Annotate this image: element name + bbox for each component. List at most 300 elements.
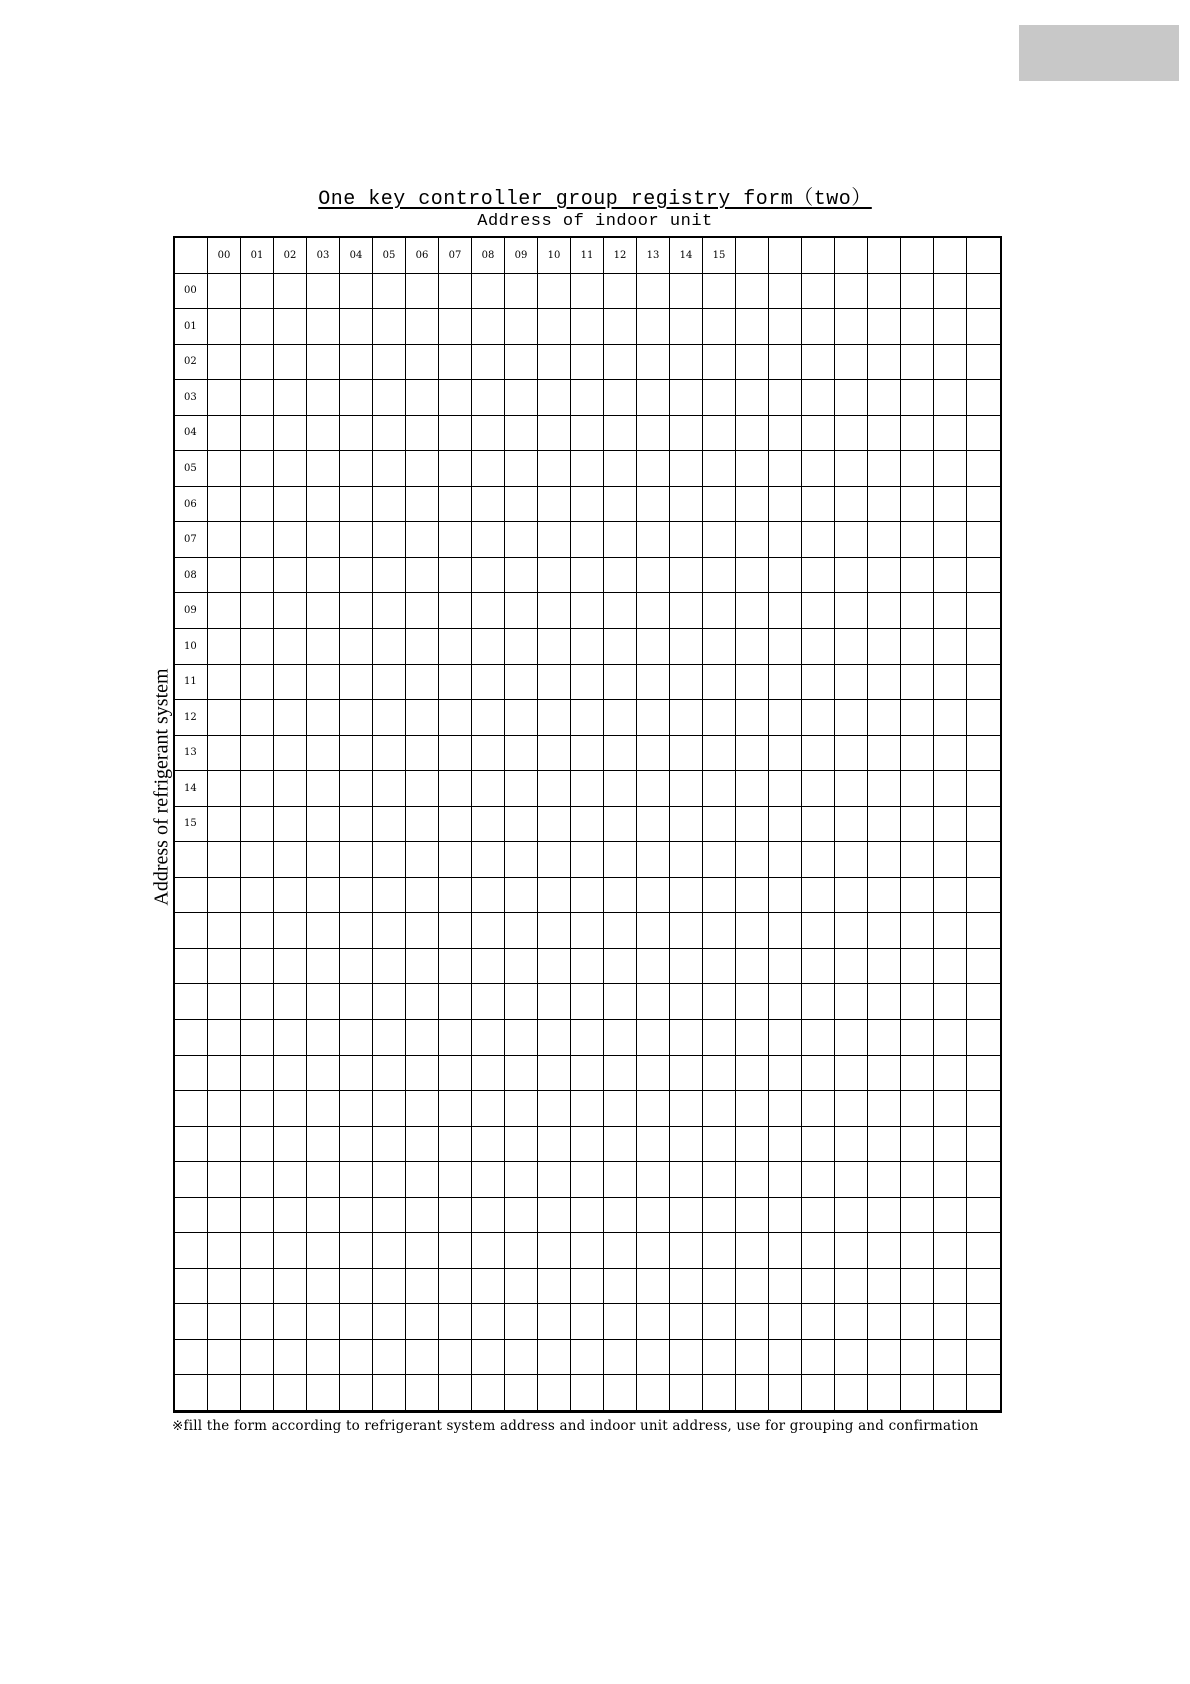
grid-entry-cell[interactable] <box>604 1056 637 1092</box>
grid-entry-cell[interactable] <box>637 700 670 736</box>
grid-entry-cell[interactable] <box>373 842 406 878</box>
grid-entry-cell[interactable] <box>934 416 967 452</box>
grid-entry-cell[interactable] <box>538 1233 571 1269</box>
grid-entry-cell[interactable] <box>538 913 571 949</box>
grid-entry-cell[interactable] <box>901 1056 934 1092</box>
grid-entry-cell[interactable] <box>604 807 637 843</box>
grid-entry-cell[interactable] <box>439 1091 472 1127</box>
grid-entry-cell[interactable] <box>703 593 736 629</box>
grid-entry-cell[interactable] <box>703 1269 736 1305</box>
grid-entry-cell[interactable] <box>703 345 736 381</box>
grid-entry-cell[interactable] <box>505 274 538 310</box>
grid-entry-cell[interactable] <box>505 984 538 1020</box>
grid-entry-cell[interactable] <box>241 522 274 558</box>
grid-entry-cell[interactable] <box>241 949 274 985</box>
grid-entry-cell[interactable] <box>571 842 604 878</box>
grid-entry-cell[interactable] <box>571 1091 604 1127</box>
grid-entry-cell[interactable] <box>406 274 439 310</box>
grid-entry-cell[interactable] <box>208 1091 241 1127</box>
grid-entry-cell[interactable] <box>934 913 967 949</box>
grid-entry-cell[interactable] <box>637 1304 670 1340</box>
grid-entry-cell[interactable] <box>604 665 637 701</box>
grid-entry-cell[interactable] <box>307 949 340 985</box>
grid-entry-cell[interactable] <box>505 807 538 843</box>
grid-entry-cell[interactable] <box>670 984 703 1020</box>
grid-entry-cell[interactable] <box>307 1020 340 1056</box>
grid-entry-cell[interactable] <box>538 1340 571 1376</box>
grid-entry-cell[interactable] <box>736 1375 769 1411</box>
grid-entry-cell[interactable] <box>340 593 373 629</box>
grid-entry-cell[interactable] <box>637 274 670 310</box>
grid-entry-cell[interactable] <box>670 1020 703 1056</box>
grid-entry-cell[interactable] <box>934 487 967 523</box>
grid-entry-cell[interactable] <box>670 629 703 665</box>
grid-entry-cell[interactable] <box>736 700 769 736</box>
grid-entry-cell[interactable] <box>274 274 307 310</box>
grid-entry-cell[interactable] <box>703 878 736 914</box>
grid-entry-cell[interactable] <box>967 1127 1000 1163</box>
grid-entry-cell[interactable] <box>571 1340 604 1376</box>
grid-entry-cell[interactable] <box>670 1304 703 1340</box>
grid-entry-cell[interactable] <box>340 380 373 416</box>
grid-entry-cell[interactable] <box>373 1162 406 1198</box>
grid-entry-cell[interactable] <box>505 451 538 487</box>
grid-entry-cell[interactable] <box>406 771 439 807</box>
grid-entry-cell[interactable] <box>670 1198 703 1234</box>
grid-entry-cell[interactable] <box>208 913 241 949</box>
grid-entry-cell[interactable] <box>373 451 406 487</box>
grid-entry-cell[interactable] <box>736 1056 769 1092</box>
grid-entry-cell[interactable] <box>274 451 307 487</box>
grid-entry-cell[interactable] <box>769 771 802 807</box>
grid-entry-cell[interactable] <box>769 1233 802 1269</box>
grid-entry-cell[interactable] <box>274 380 307 416</box>
grid-entry-cell[interactable] <box>769 949 802 985</box>
grid-entry-cell[interactable] <box>505 771 538 807</box>
grid-entry-cell[interactable] <box>472 309 505 345</box>
grid-entry-cell[interactable] <box>439 878 472 914</box>
grid-entry-cell[interactable] <box>571 416 604 452</box>
grid-entry-cell[interactable] <box>505 487 538 523</box>
grid-entry-cell[interactable] <box>241 842 274 878</box>
grid-entry-cell[interactable] <box>241 1056 274 1092</box>
grid-entry-cell[interactable] <box>769 984 802 1020</box>
grid-entry-cell[interactable] <box>406 913 439 949</box>
grid-entry-cell[interactable] <box>274 984 307 1020</box>
grid-entry-cell[interactable] <box>373 416 406 452</box>
grid-entry-cell[interactable] <box>604 380 637 416</box>
grid-entry-cell[interactable] <box>703 1127 736 1163</box>
grid-entry-cell[interactable] <box>538 665 571 701</box>
grid-entry-cell[interactable] <box>505 736 538 772</box>
grid-entry-cell[interactable] <box>769 1127 802 1163</box>
grid-entry-cell[interactable] <box>472 451 505 487</box>
grid-entry-cell[interactable] <box>967 1162 1000 1198</box>
grid-entry-cell[interactable] <box>208 1020 241 1056</box>
grid-entry-cell[interactable] <box>274 700 307 736</box>
grid-entry-cell[interactable] <box>406 842 439 878</box>
grid-entry-cell[interactable] <box>373 1020 406 1056</box>
grid-entry-cell[interactable] <box>505 522 538 558</box>
grid-entry-cell[interactable] <box>472 1162 505 1198</box>
grid-entry-cell[interactable] <box>637 451 670 487</box>
grid-entry-cell[interactable] <box>472 380 505 416</box>
grid-entry-cell[interactable] <box>703 1340 736 1376</box>
grid-entry-cell[interactable] <box>307 487 340 523</box>
grid-entry-cell[interactable] <box>703 665 736 701</box>
grid-entry-cell[interactable] <box>736 1091 769 1127</box>
grid-entry-cell[interactable] <box>670 878 703 914</box>
grid-entry-cell[interactable] <box>868 1127 901 1163</box>
grid-entry-cell[interactable] <box>538 629 571 665</box>
grid-entry-cell[interactable] <box>505 593 538 629</box>
grid-entry-cell[interactable] <box>373 1340 406 1376</box>
grid-entry-cell[interactable] <box>571 629 604 665</box>
grid-entry-cell[interactable] <box>406 878 439 914</box>
grid-entry-cell[interactable] <box>769 1162 802 1198</box>
grid-entry-cell[interactable] <box>406 487 439 523</box>
grid-entry-cell[interactable] <box>868 1198 901 1234</box>
grid-entry-cell[interactable] <box>637 416 670 452</box>
grid-entry-cell[interactable] <box>868 558 901 594</box>
grid-entry-cell[interactable] <box>703 1091 736 1127</box>
grid-entry-cell[interactable] <box>967 345 1000 381</box>
grid-entry-cell[interactable] <box>604 345 637 381</box>
grid-entry-cell[interactable] <box>835 487 868 523</box>
grid-entry-cell[interactable] <box>802 629 835 665</box>
grid-entry-cell[interactable] <box>406 1340 439 1376</box>
grid-entry-cell[interactable] <box>967 949 1000 985</box>
grid-entry-cell[interactable] <box>307 1375 340 1411</box>
grid-entry-cell[interactable] <box>901 309 934 345</box>
grid-entry-cell[interactable] <box>736 629 769 665</box>
grid-entry-cell[interactable] <box>274 1162 307 1198</box>
grid-entry-cell[interactable] <box>769 1304 802 1340</box>
grid-entry-cell[interactable] <box>406 380 439 416</box>
grid-entry-cell[interactable] <box>472 593 505 629</box>
grid-entry-cell[interactable] <box>538 842 571 878</box>
grid-entry-cell[interactable] <box>439 274 472 310</box>
grid-entry-cell[interactable] <box>670 1056 703 1092</box>
grid-entry-cell[interactable] <box>835 949 868 985</box>
grid-entry-cell[interactable] <box>307 558 340 594</box>
grid-entry-cell[interactable] <box>736 913 769 949</box>
grid-entry-cell[interactable] <box>934 1127 967 1163</box>
grid-entry-cell[interactable] <box>604 1269 637 1305</box>
grid-entry-cell[interactable] <box>406 700 439 736</box>
grid-entry-cell[interactable] <box>868 949 901 985</box>
grid-entry-cell[interactable] <box>241 274 274 310</box>
grid-entry-cell[interactable] <box>208 771 241 807</box>
grid-entry-cell[interactable] <box>802 665 835 701</box>
grid-entry-cell[interactable] <box>835 1056 868 1092</box>
grid-entry-cell[interactable] <box>274 807 307 843</box>
grid-entry-cell[interactable] <box>835 1304 868 1340</box>
grid-entry-cell[interactable] <box>373 1304 406 1340</box>
grid-entry-cell[interactable] <box>835 558 868 594</box>
grid-entry-cell[interactable] <box>274 878 307 914</box>
grid-entry-cell[interactable] <box>769 487 802 523</box>
grid-entry-cell[interactable] <box>472 629 505 665</box>
grid-entry-cell[interactable] <box>505 1233 538 1269</box>
grid-entry-cell[interactable] <box>835 984 868 1020</box>
grid-entry-cell[interactable] <box>274 949 307 985</box>
grid-entry-cell[interactable] <box>472 1304 505 1340</box>
grid-entry-cell[interactable] <box>637 913 670 949</box>
grid-entry-cell[interactable] <box>901 700 934 736</box>
grid-entry-cell[interactable] <box>472 416 505 452</box>
grid-entry-cell[interactable] <box>868 736 901 772</box>
grid-entry-cell[interactable] <box>736 487 769 523</box>
grid-entry-cell[interactable] <box>769 736 802 772</box>
grid-entry-cell[interactable] <box>934 380 967 416</box>
grid-entry-cell[interactable] <box>340 1304 373 1340</box>
grid-entry-cell[interactable] <box>538 878 571 914</box>
grid-entry-cell[interactable] <box>637 1233 670 1269</box>
grid-entry-cell[interactable] <box>703 558 736 594</box>
grid-entry-cell[interactable] <box>373 522 406 558</box>
grid-entry-cell[interactable] <box>505 913 538 949</box>
grid-entry-cell[interactable] <box>901 629 934 665</box>
grid-entry-cell[interactable] <box>538 558 571 594</box>
grid-entry-cell[interactable] <box>571 807 604 843</box>
grid-entry-cell[interactable] <box>835 451 868 487</box>
grid-entry-cell[interactable] <box>637 380 670 416</box>
grid-entry-cell[interactable] <box>802 1162 835 1198</box>
grid-entry-cell[interactable] <box>769 1269 802 1305</box>
grid-entry-cell[interactable] <box>802 700 835 736</box>
grid-entry-cell[interactable] <box>901 522 934 558</box>
grid-entry-cell[interactable] <box>505 665 538 701</box>
grid-entry-cell[interactable] <box>769 807 802 843</box>
grid-entry-cell[interactable] <box>340 1162 373 1198</box>
grid-entry-cell[interactable] <box>373 629 406 665</box>
grid-entry-cell[interactable] <box>967 416 1000 452</box>
grid-entry-cell[interactable] <box>868 842 901 878</box>
grid-entry-cell[interactable] <box>373 274 406 310</box>
grid-entry-cell[interactable] <box>604 1127 637 1163</box>
grid-entry-cell[interactable] <box>934 1269 967 1305</box>
grid-entry-cell[interactable] <box>241 1233 274 1269</box>
grid-entry-cell[interactable] <box>769 878 802 914</box>
grid-entry-cell[interactable] <box>604 1162 637 1198</box>
grid-entry-cell[interactable] <box>241 913 274 949</box>
grid-entry-cell[interactable] <box>373 1056 406 1092</box>
grid-entry-cell[interactable] <box>967 558 1000 594</box>
grid-entry-cell[interactable] <box>868 1375 901 1411</box>
grid-entry-cell[interactable] <box>538 274 571 310</box>
grid-entry-cell[interactable] <box>670 1375 703 1411</box>
grid-entry-cell[interactable] <box>538 736 571 772</box>
grid-entry-cell[interactable] <box>934 1340 967 1376</box>
grid-entry-cell[interactable] <box>901 416 934 452</box>
grid-entry-cell[interactable] <box>439 593 472 629</box>
grid-entry-cell[interactable] <box>571 1020 604 1056</box>
grid-entry-cell[interactable] <box>307 309 340 345</box>
grid-entry-cell[interactable] <box>538 309 571 345</box>
grid-entry-cell[interactable] <box>505 1091 538 1127</box>
grid-entry-cell[interactable] <box>439 913 472 949</box>
grid-entry-cell[interactable] <box>802 1091 835 1127</box>
grid-entry-cell[interactable] <box>340 984 373 1020</box>
grid-entry-cell[interactable] <box>670 1340 703 1376</box>
grid-entry-cell[interactable] <box>769 1091 802 1127</box>
grid-entry-cell[interactable] <box>901 380 934 416</box>
grid-entry-cell[interactable] <box>835 736 868 772</box>
grid-entry-cell[interactable] <box>736 665 769 701</box>
grid-entry-cell[interactable] <box>307 736 340 772</box>
grid-entry-cell[interactable] <box>274 345 307 381</box>
grid-entry-cell[interactable] <box>703 771 736 807</box>
grid-entry-cell[interactable] <box>604 842 637 878</box>
grid-entry-cell[interactable] <box>439 416 472 452</box>
grid-entry-cell[interactable] <box>703 949 736 985</box>
grid-entry-cell[interactable] <box>835 913 868 949</box>
grid-entry-cell[interactable] <box>769 1340 802 1376</box>
grid-entry-cell[interactable] <box>373 345 406 381</box>
grid-entry-cell[interactable] <box>208 700 241 736</box>
grid-entry-cell[interactable] <box>340 665 373 701</box>
grid-entry-cell[interactable] <box>802 1127 835 1163</box>
grid-entry-cell[interactable] <box>505 1375 538 1411</box>
grid-entry-cell[interactable] <box>868 629 901 665</box>
grid-entry-cell[interactable] <box>208 1162 241 1198</box>
grid-entry-cell[interactable] <box>835 1340 868 1376</box>
grid-entry-cell[interactable] <box>637 522 670 558</box>
grid-entry-cell[interactable] <box>505 1340 538 1376</box>
grid-entry-cell[interactable] <box>802 1020 835 1056</box>
grid-entry-cell[interactable] <box>769 1198 802 1234</box>
grid-entry-cell[interactable] <box>307 1127 340 1163</box>
grid-entry-cell[interactable] <box>637 665 670 701</box>
grid-entry-cell[interactable] <box>901 1375 934 1411</box>
grid-entry-cell[interactable] <box>835 629 868 665</box>
grid-entry-cell[interactable] <box>769 665 802 701</box>
grid-entry-cell[interactable] <box>703 451 736 487</box>
grid-entry-cell[interactable] <box>208 345 241 381</box>
grid-entry-cell[interactable] <box>868 771 901 807</box>
grid-entry-cell[interactable] <box>373 380 406 416</box>
grid-entry-cell[interactable] <box>670 1233 703 1269</box>
grid-entry-cell[interactable] <box>736 949 769 985</box>
grid-entry-cell[interactable] <box>571 1198 604 1234</box>
grid-entry-cell[interactable] <box>571 1269 604 1305</box>
grid-entry-cell[interactable] <box>241 1020 274 1056</box>
grid-entry-cell[interactable] <box>736 771 769 807</box>
grid-entry-cell[interactable] <box>208 984 241 1020</box>
grid-entry-cell[interactable] <box>340 309 373 345</box>
grid-entry-cell[interactable] <box>241 345 274 381</box>
grid-entry-cell[interactable] <box>901 665 934 701</box>
grid-entry-cell[interactable] <box>241 807 274 843</box>
grid-entry-cell[interactable] <box>274 1198 307 1234</box>
grid-entry-cell[interactable] <box>439 1020 472 1056</box>
grid-entry-cell[interactable] <box>736 1162 769 1198</box>
grid-entry-cell[interactable] <box>604 1020 637 1056</box>
grid-entry-cell[interactable] <box>769 522 802 558</box>
grid-entry-cell[interactable] <box>637 345 670 381</box>
grid-entry-cell[interactable] <box>670 416 703 452</box>
grid-entry-cell[interactable] <box>274 842 307 878</box>
grid-entry-cell[interactable] <box>670 274 703 310</box>
grid-entry-cell[interactable] <box>406 665 439 701</box>
grid-entry-cell[interactable] <box>802 345 835 381</box>
grid-entry-cell[interactable] <box>670 807 703 843</box>
grid-entry-cell[interactable] <box>538 380 571 416</box>
grid-entry-cell[interactable] <box>967 913 1000 949</box>
grid-entry-cell[interactable] <box>373 1375 406 1411</box>
grid-entry-cell[interactable] <box>373 1198 406 1234</box>
grid-entry-cell[interactable] <box>241 665 274 701</box>
grid-entry-cell[interactable] <box>340 807 373 843</box>
grid-entry-cell[interactable] <box>901 771 934 807</box>
grid-entry-cell[interactable] <box>967 842 1000 878</box>
grid-entry-cell[interactable] <box>538 1056 571 1092</box>
grid-entry-cell[interactable] <box>670 1127 703 1163</box>
grid-entry-cell[interactable] <box>472 842 505 878</box>
grid-entry-cell[interactable] <box>868 1091 901 1127</box>
grid-entry-cell[interactable] <box>274 771 307 807</box>
grid-entry-cell[interactable] <box>307 984 340 1020</box>
grid-entry-cell[interactable] <box>439 522 472 558</box>
grid-entry-cell[interactable] <box>901 593 934 629</box>
grid-entry-cell[interactable] <box>505 1127 538 1163</box>
grid-entry-cell[interactable] <box>373 1091 406 1127</box>
grid-entry-cell[interactable] <box>571 984 604 1020</box>
grid-entry-cell[interactable] <box>538 1304 571 1340</box>
grid-entry-cell[interactable] <box>736 1340 769 1376</box>
grid-entry-cell[interactable] <box>340 345 373 381</box>
grid-entry-cell[interactable] <box>901 1127 934 1163</box>
grid-entry-cell[interactable] <box>307 913 340 949</box>
grid-entry-cell[interactable] <box>868 1056 901 1092</box>
grid-entry-cell[interactable] <box>571 558 604 594</box>
grid-entry-cell[interactable] <box>868 487 901 523</box>
grid-entry-cell[interactable] <box>571 274 604 310</box>
grid-entry-cell[interactable] <box>208 309 241 345</box>
grid-entry-cell[interactable] <box>340 416 373 452</box>
grid-entry-cell[interactable] <box>307 878 340 914</box>
grid-entry-cell[interactable] <box>604 487 637 523</box>
grid-entry-cell[interactable] <box>241 1091 274 1127</box>
grid-entry-cell[interactable] <box>505 842 538 878</box>
grid-entry-cell[interactable] <box>835 842 868 878</box>
grid-entry-cell[interactable] <box>769 309 802 345</box>
grid-entry-cell[interactable] <box>373 487 406 523</box>
grid-entry-cell[interactable] <box>571 736 604 772</box>
grid-entry-cell[interactable] <box>901 949 934 985</box>
grid-entry-cell[interactable] <box>472 665 505 701</box>
grid-entry-cell[interactable] <box>835 665 868 701</box>
grid-entry-cell[interactable] <box>670 522 703 558</box>
grid-entry-cell[interactable] <box>637 1198 670 1234</box>
grid-entry-cell[interactable] <box>472 807 505 843</box>
grid-entry-cell[interactable] <box>604 629 637 665</box>
grid-entry-cell[interactable] <box>769 345 802 381</box>
grid-entry-cell[interactable] <box>835 878 868 914</box>
grid-entry-cell[interactable] <box>637 984 670 1020</box>
grid-entry-cell[interactable] <box>670 345 703 381</box>
grid-entry-cell[interactable] <box>571 1304 604 1340</box>
grid-entry-cell[interactable] <box>505 309 538 345</box>
grid-entry-cell[interactable] <box>373 878 406 914</box>
grid-entry-cell[interactable] <box>373 1127 406 1163</box>
grid-entry-cell[interactable] <box>406 451 439 487</box>
grid-entry-cell[interactable] <box>637 593 670 629</box>
grid-entry-cell[interactable] <box>406 1375 439 1411</box>
grid-entry-cell[interactable] <box>406 1020 439 1056</box>
grid-entry-cell[interactable] <box>967 451 1000 487</box>
